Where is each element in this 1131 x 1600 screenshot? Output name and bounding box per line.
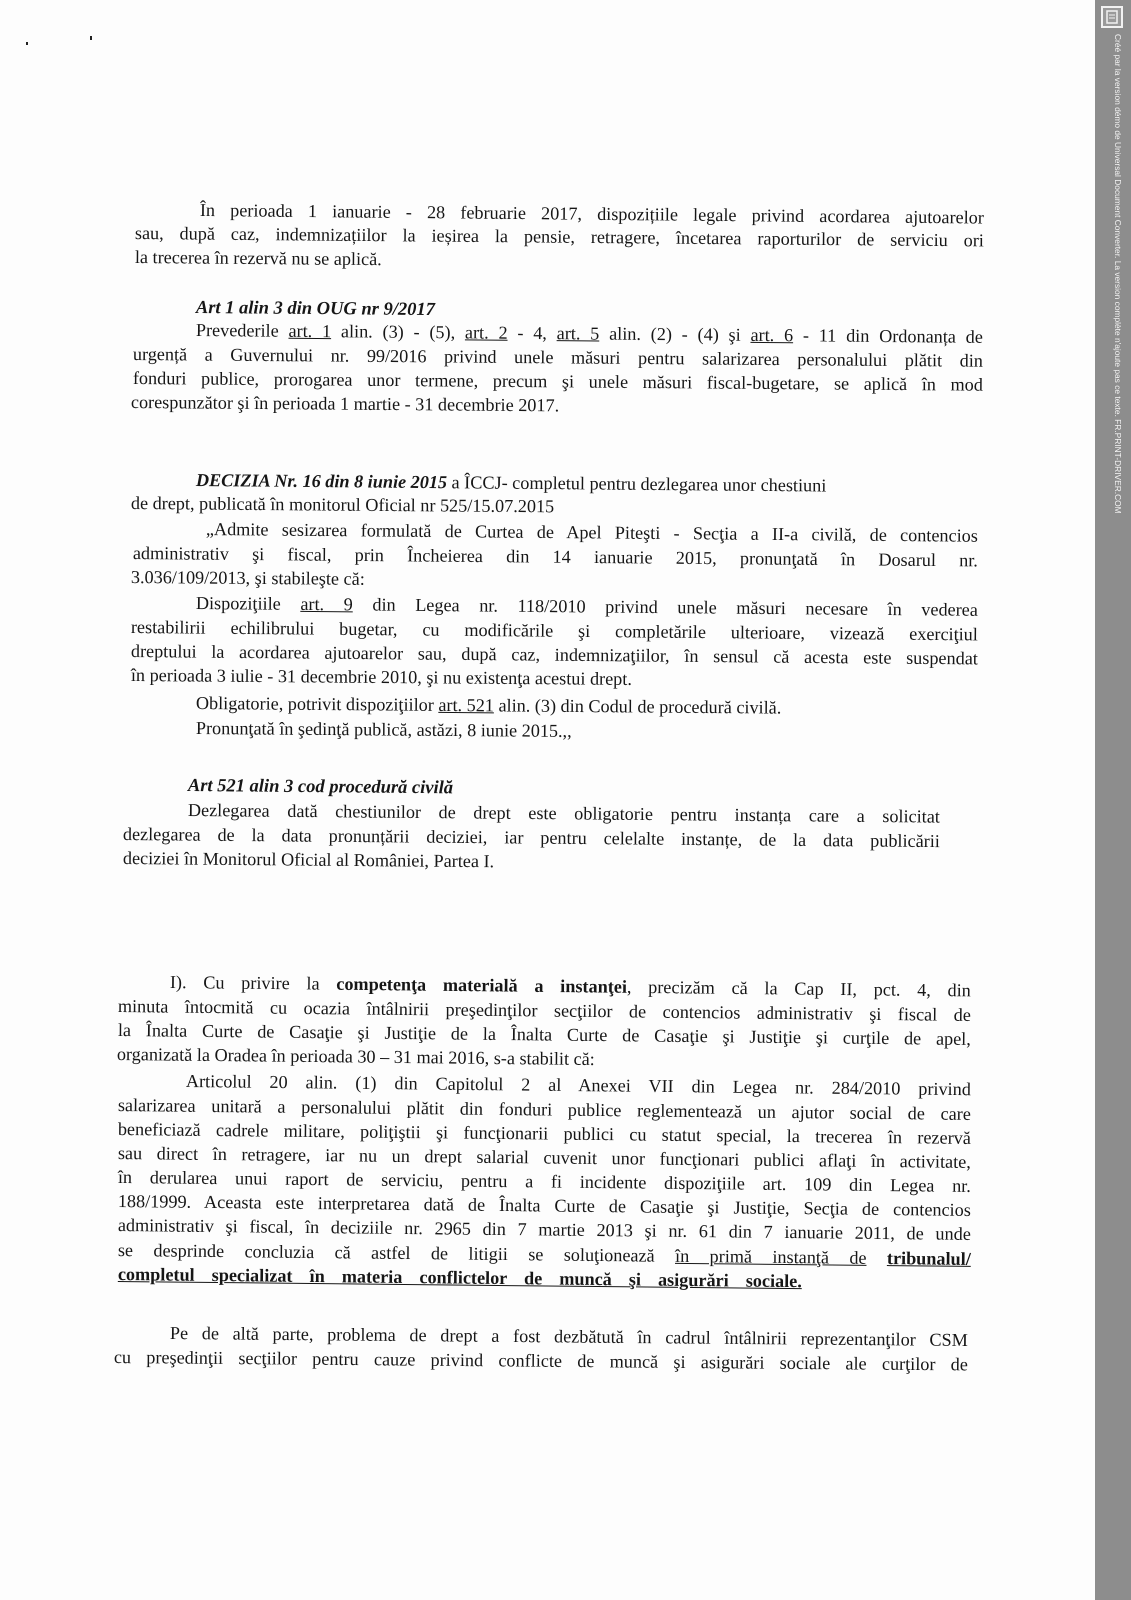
paragraph-line: de drept, publicată în monitorul Oficial nr 525/15.07.2015 [130, 493, 555, 517]
paragraph-line: 3.036/109/2013, şi stabileşte că: [130, 567, 365, 589]
paragraph-line: administrativ şi fiscal, în deciziile nr. 2965 din 7 martie 2013 şi nr. 61 din 7 ianuarie 2011, de unde [117, 1215, 971, 1244]
emphasis-text: competenţa materială a instanţei [336, 973, 628, 997]
text-run: a ÎCCJ- completul pentru dezlegarea unor chestiuni [446, 472, 827, 496]
article-link[interactable]: art. 5 [556, 323, 600, 344]
paragraph-line: administrativ şi fiscal, prin Încheierea din 14 ianuarie 2015, pronunţată în Dosarul nr. [132, 543, 978, 571]
paragraph-line: organizată la Oradea în perioada 30 – 31 mai 2016, s-a stabilit că: [116, 1044, 595, 1070]
text-run: alin. (3) din Codul de procedură civilă. [493, 695, 782, 718]
paragraph-line [196, 693, 782, 719]
article-link[interactable]: art. 521 [438, 694, 495, 716]
paragraph-line: sau, după caz, indemnizațiilor la ieșirea la pensie, retragere, încetarea raporturilor de serviciu ori [134, 223, 984, 251]
paragraph-line: cu preşedinţii secţiilor pentru cauze privind conflicte de muncă şi asigurări sociale ale curţilor de [113, 1347, 968, 1375]
text-run: Prevederile [195, 320, 289, 341]
article-link[interactable]: art. 1 [288, 320, 332, 342]
text-run: , precizăm că la Cap II, pct. 4, din [626, 976, 971, 1001]
paragraph-line: în perioada 3 iulie - 31 decembrie 2010, şi nu existenţa acestui drept. [130, 665, 633, 689]
paragraph-line: 188/1999. Aceasta este interpretarea dată de Înalta Curte de Casaţie şi Justiţie, Secţia de contencios [117, 1191, 971, 1220]
paragraph-line: restabilirii echilibrului bugetar, cu modificările şi completările ulterioare, vizează exerciţiul [130, 617, 978, 645]
text-run: se desprinde concluzia că astfel de litigii se soluţionează [117, 1240, 676, 1266]
converter-watermark-strip [1095, 0, 1131, 1600]
text-run: alin. (3) - (5), [331, 321, 466, 343]
watermark-text: Créé par la version démo de Universal Document Converter. La version complète n'ajoute pas ce texte. FR.PRINT-DRIVER.COM [1113, 34, 1123, 514]
paragraph-line: dezlegarea de la data pronunțării deciziei, iar pentru celelalte instanțe, de la data publicării [122, 824, 940, 852]
paragraph-line: fonduri publice, prorogarea unor termene, precum şi unele măsuri fiscal-bugetare, se aplică în mod [132, 368, 983, 395]
paragraph-line: deciziei în Monitorul Oficial al României, Partea I. [122, 848, 495, 872]
paragraph-line: Articolul 20 alin. (1) din Capitolul 2 al Anexei VII din Legea nr. 284/2010 privind [185, 1071, 971, 1100]
text-run: Dispoziţiile [195, 593, 301, 614]
paragraph-line: corespunzător şi în perioada 1 martie - 31 decembrie 2017. [130, 392, 560, 416]
paragraph-line: salarizarea unitară a personalului plătit din fonduri publice reglementează un ajutor social de care [117, 1095, 971, 1124]
paragraph-line [196, 320, 983, 348]
text-run: I). Cu privire la [169, 972, 337, 994]
text-run: din Legea nr. 118/2010 privind unele măsuri necesare în vederea [352, 594, 978, 620]
paragraph-line: Dezlegarea dată chestiunilor de drept este obligatorie pentru instanța care a solicitat [187, 800, 940, 827]
paragraph-line: În perioada 1 ianuarie - 28 februarie 2017, dispozițiile legale privind acordarea ajutoarelor [199, 200, 984, 228]
article-link[interactable]: art. 6 [750, 324, 794, 346]
text-run: - 4, [507, 322, 557, 344]
paragraph-line: urgență a Guvernului nr. 99/2016 privind unele măsuri pentru salarizarea personalului plătit din [132, 344, 983, 371]
paragraph-line [196, 593, 978, 621]
underlined-text: în primă instanţă de [674, 1245, 867, 1268]
paragraph-line: la Înalta Curte de Casaţie şi Justiţie de la Înalta Curte de Casaţie şi Justiţie şi curţile de apel, [117, 1020, 971, 1049]
paragraph-line: Pronunţată în şedinţă publică, astăzi, 8 iunie 2015.,, [195, 718, 572, 741]
bold-underlined-text: completul specializat în materia conflictelor de muncă şi asigurări sociale. [117, 1264, 802, 1292]
article-link[interactable]: art. 9 [300, 593, 353, 615]
paragraph-line: sau direct în retragere, iar nu un drept salarial cuvenit unor funcţionari publici aflaţi în activitate, [117, 1143, 971, 1172]
scan-speck [26, 42, 28, 45]
scan-speck [90, 36, 92, 40]
document-icon [1101, 6, 1123, 28]
paragraph-line: beneficiază cadrele militare, poliţiştii şi funcţionarii publici cu statut special, la trecerea în rezervă [117, 1119, 971, 1148]
text-run: Obligatorie, potrivit dispoziţiilor [195, 693, 439, 715]
bold-underlined-text: tribunalul/ [886, 1248, 971, 1269]
text-run: alin. (2) - (4) şi [599, 323, 751, 345]
paragraph-line: minuta întocmită cu ocazia întâlnirii preşedinţilor secţiilor de contencios administrativ şi fiscal de [117, 996, 971, 1025]
text-run: - 11 din Ordonanța de [793, 325, 983, 347]
section-heading: Art 521 alin 3 cod procedură civilă [187, 776, 454, 799]
paragraph-line: la trecerea în rezervă nu se aplică. [134, 247, 382, 270]
paragraph-line: dreptului la acordarea ajutoarelor sau, după caz, indemnizaţiilor, în sensul că acesta este suspendat [130, 641, 978, 669]
paragraph-line: Pe de altă parte, problema de drept a fost dezbătută în cadrul întâlnirii reprezentanţilor CSM [169, 1323, 968, 1350]
section-heading: Art 1 alin 3 din OUG nr 9/2017 [195, 298, 436, 321]
section-heading: DECIZIA Nr. 16 din 8 iunie 2015 [195, 470, 448, 493]
article-link[interactable]: art. 2 [464, 322, 508, 343]
text-run [866, 1248, 887, 1268]
paragraph-line: „Admite sesizarea formulată de Curtea de Apel Piteşti - Secţia a II-a civilă, de contencios [205, 519, 978, 546]
paragraph-line: în derularea unui raport de serviciu, pentru a fi incidente dispoziţiile art. 109 din Legea nr. [117, 1167, 971, 1196]
